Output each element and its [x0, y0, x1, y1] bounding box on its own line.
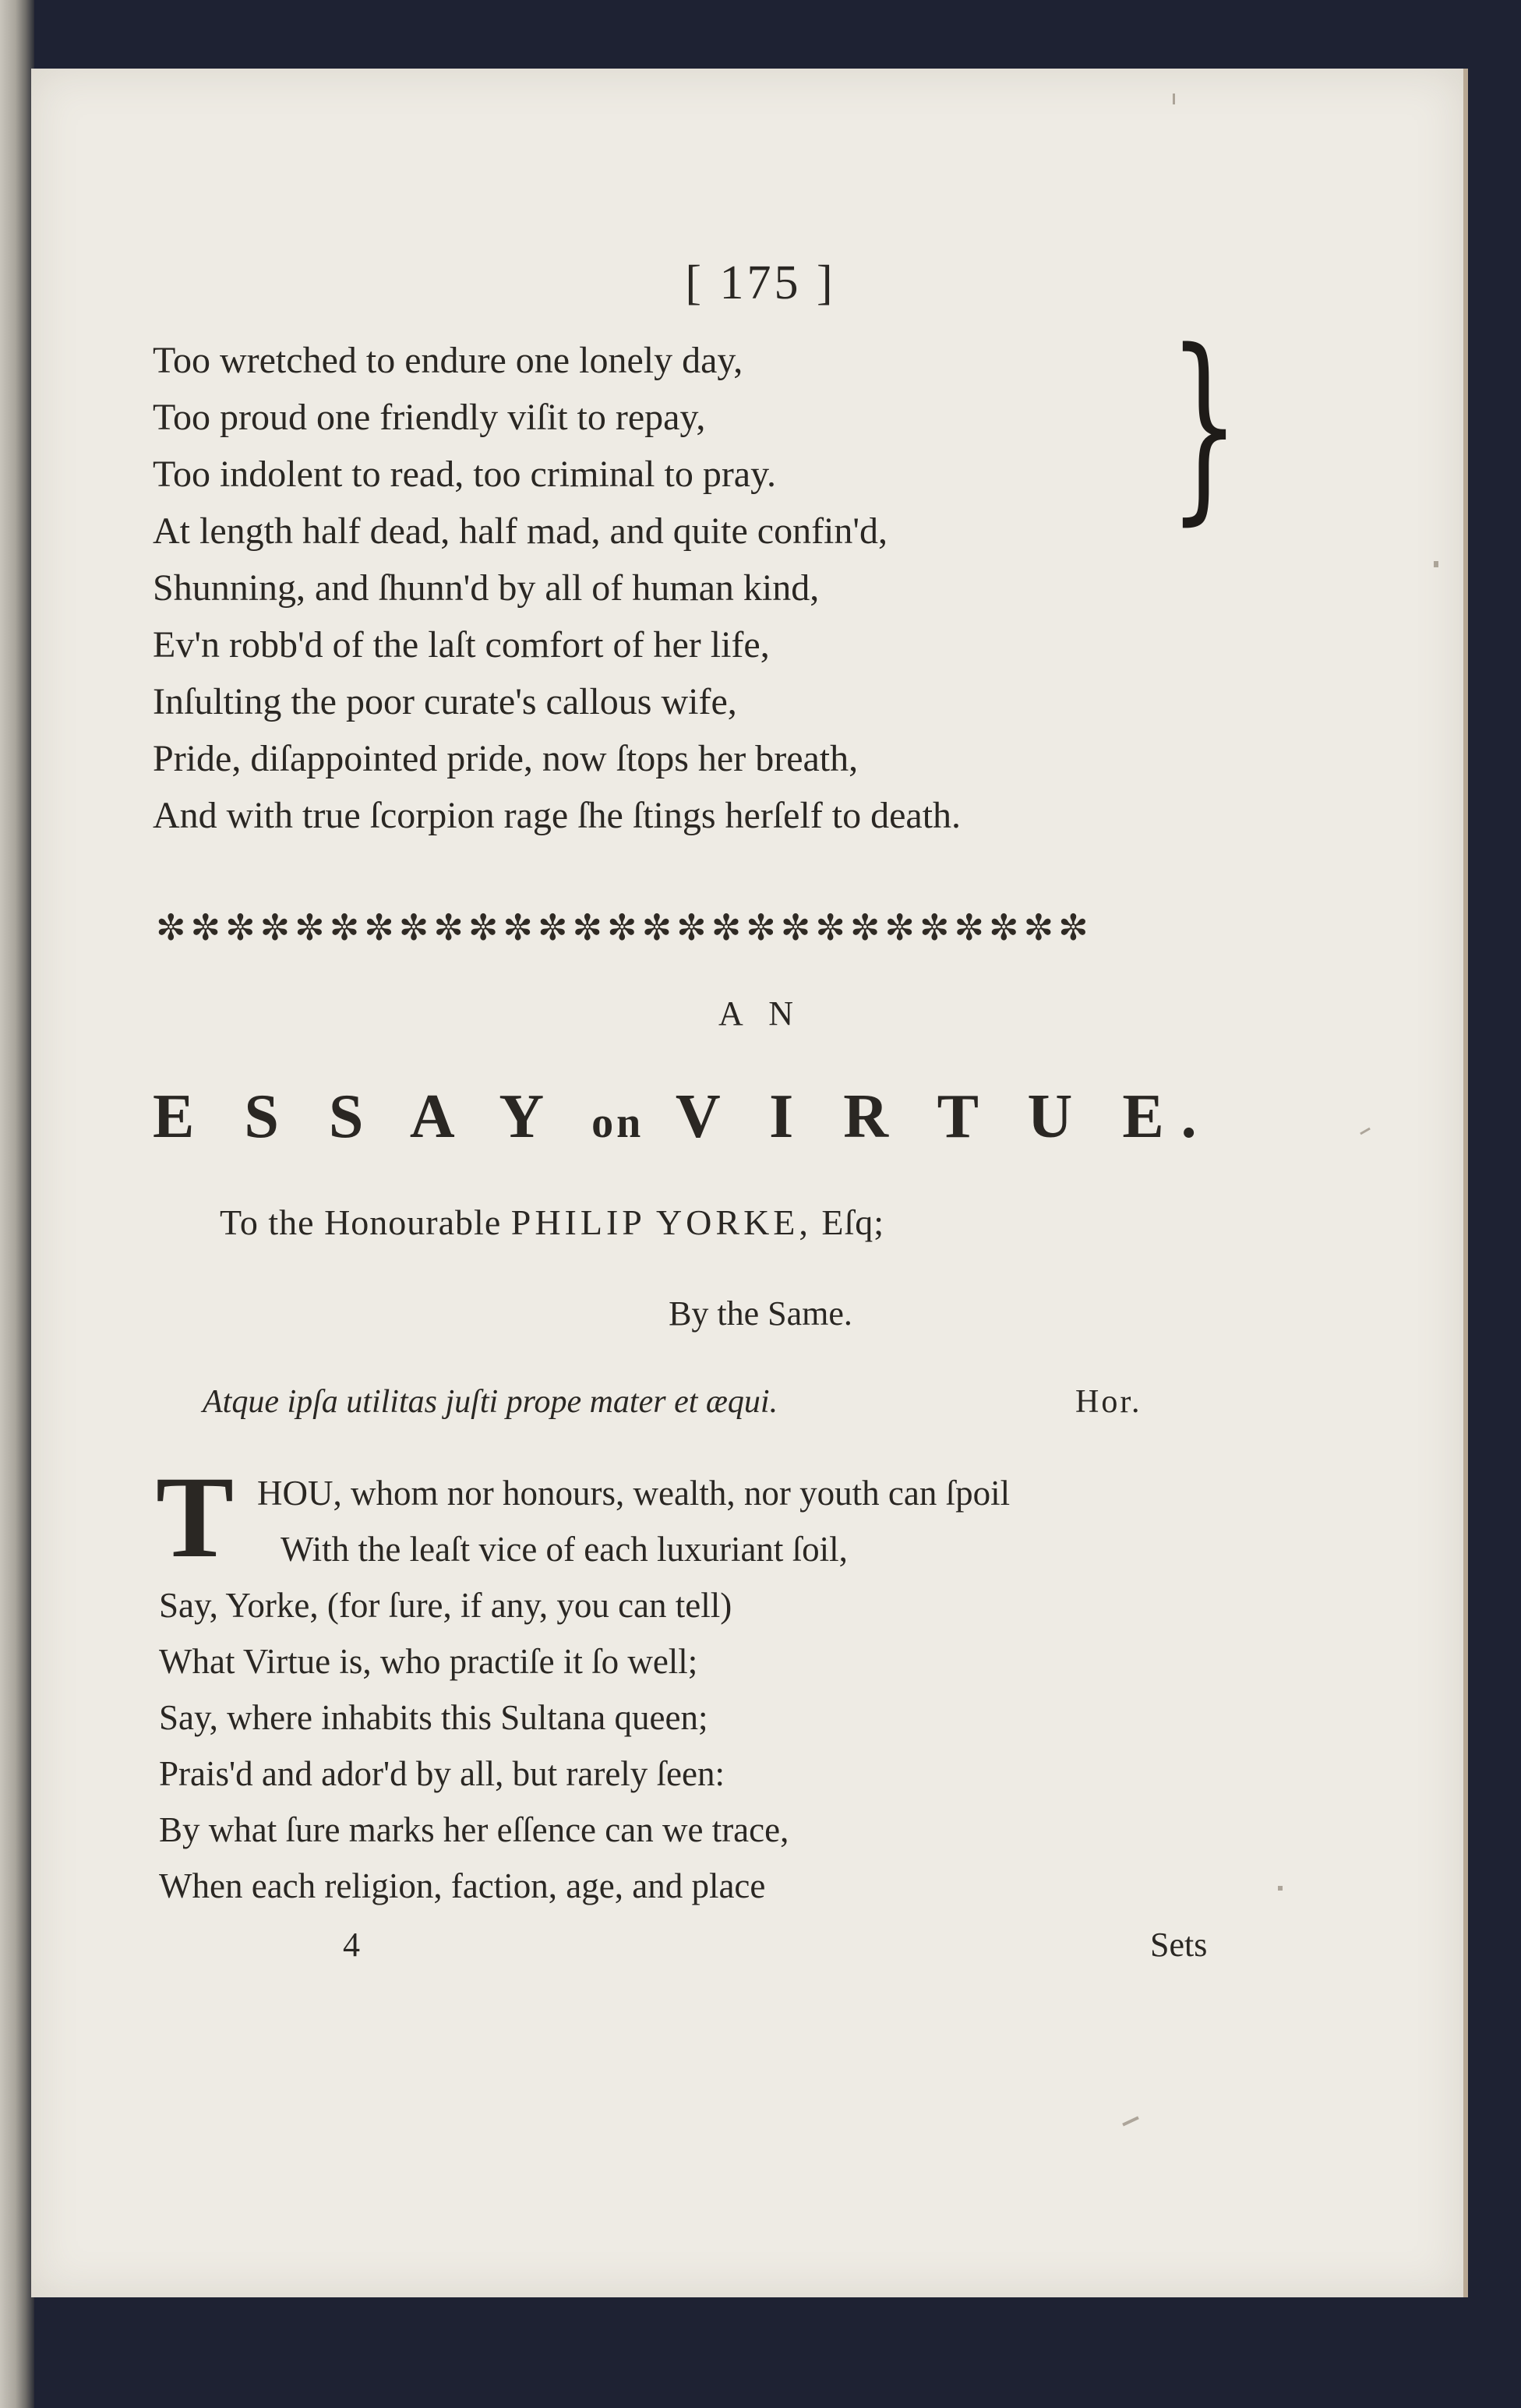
- dedication-suffix: Eſq;: [821, 1202, 885, 1242]
- dedication: [220, 1202, 884, 1243]
- title-virtue: V I R T U E.: [675, 1082, 1214, 1151]
- ornament-rule: ✼✼✼✼✼✼✼✼✼✼✼✼✼✼✼✼✼✼✼✼✼✼✼✼✼✼✼: [156, 906, 1093, 948]
- paper-speck: [1434, 561, 1438, 567]
- essay-poem: [159, 1465, 1010, 1914]
- catchword: Sets: [1150, 1926, 1208, 1964]
- poem-line: Prais'd and ador'd by all, but rarely ſeen:: [159, 1754, 725, 1793]
- dedication-name: PHILIP YORKE,: [510, 1202, 812, 1242]
- poem-line: With the leaſt vice of each luxuriant ſoil,: [281, 1530, 848, 1569]
- epigraph-author: Hor.: [1075, 1384, 1142, 1420]
- epigraph: Atque ipſa utilitas juſti prope mater et æqui.: [203, 1384, 778, 1420]
- essay-title: [153, 1082, 1214, 1153]
- poem-line: HOU, whom nor honours, wealth, nor youth can ſpoil: [257, 1474, 1011, 1513]
- poem-line: Say, Yorke, (for ſure, if any, you can tell): [159, 1586, 732, 1625]
- poem-line: By what ſure marks her eſſence can we trace,: [159, 1810, 789, 1849]
- dedication-prefix: To the Honourable: [220, 1202, 502, 1242]
- poem-line: Ev'n robb'd of the laſt comfort of her life,: [153, 624, 770, 666]
- title-an: A N: [718, 994, 803, 1033]
- signature-mark: 4: [343, 1926, 360, 1964]
- author-line: By the Same.: [669, 1294, 852, 1333]
- poem-top: [153, 332, 961, 844]
- poem-line: Inſulting the poor curate's callous wife,: [153, 681, 737, 722]
- poem-line: When each religion, faction, age, and place: [159, 1866, 766, 1905]
- page-number-header: [ 175 ]: [685, 256, 836, 309]
- poem-line: Too wretched to endure one lonely day,: [153, 340, 743, 381]
- book-binding-edge: [0, 0, 34, 2408]
- paper-speck: [1173, 94, 1175, 104]
- triplet-brace: }: [1169, 308, 1240, 543]
- poem-line: What Virtue is, who practiſe it ſo well;: [159, 1642, 698, 1681]
- poem-line: Shunning, and ſhunn'd by all of human kind,: [153, 567, 820, 609]
- drop-cap: T: [156, 1453, 235, 1582]
- poem-line: Too indolent to read, too criminal to pray.: [153, 454, 776, 495]
- poem-line: Too proud one friendly viſit to repay,: [153, 397, 706, 438]
- title-on: on: [591, 1099, 644, 1147]
- poem-line: Say, where inhabits this Sultana queen;: [159, 1698, 708, 1737]
- poem-line: Pride, diſappointed pride, now ſtops her breath,: [153, 738, 859, 779]
- title-essay: E S S A Y: [153, 1082, 559, 1151]
- poem-line: At length half dead, half mad, and quite confin'd,: [153, 510, 888, 552]
- poem-line: And with true ſcorpion rage ſhe ſtings herſelf to death.: [153, 795, 962, 836]
- paper-speck: [1278, 1886, 1283, 1891]
